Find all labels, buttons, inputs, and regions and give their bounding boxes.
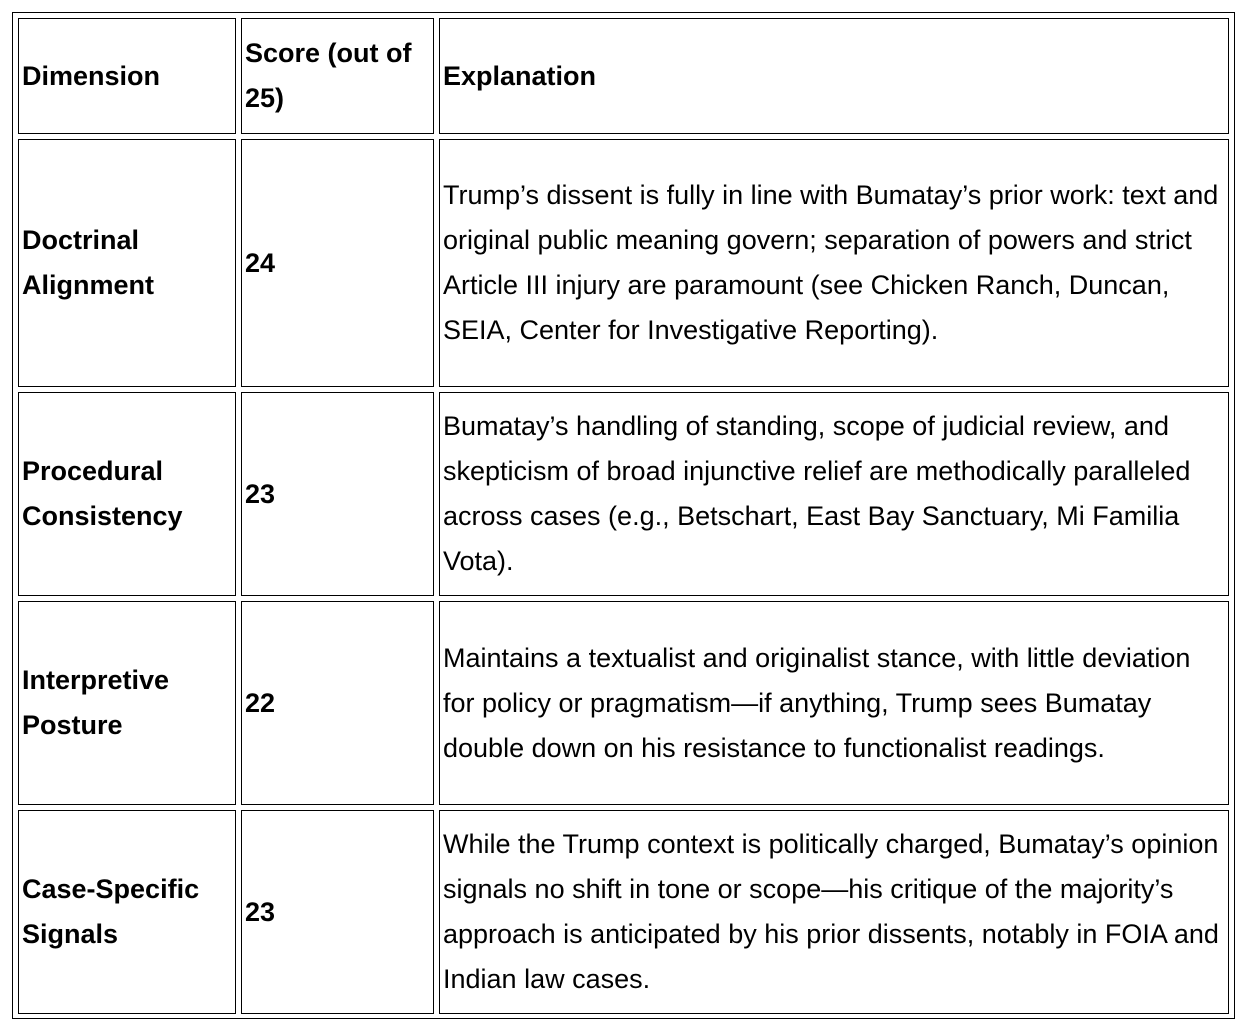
scoring-table-frame	[12, 12, 1235, 1019]
table-row	[18, 601, 1229, 805]
header-score: Score (out of 25)	[241, 18, 434, 134]
score-cell: 22	[241, 601, 434, 805]
scoring-table	[13, 13, 1234, 1019]
table-row	[18, 810, 1229, 1014]
explanation-cell: Bumatay’s handling of standing, scope of judicial review, and skepticism of broad injunctive relief are methodically paralleled across cases (e.g., Betschart, East Bay Sanctuary, Mi Familia Vota).	[439, 392, 1229, 596]
dimension-cell: Procedural Consistency	[18, 392, 236, 596]
header-dimension: Dimension	[18, 18, 236, 134]
table-header-row	[18, 18, 1229, 134]
score-cell: 23	[241, 810, 434, 1014]
header-explanation: Explanation	[439, 18, 1229, 134]
explanation-cell: Trump’s dissent is fully in line with Bumatay’s prior work: text and original public meaning govern; separation of powers and strict Article III injury are paramount (see Chicken Ranch, Duncan, SEIA, Center for Investigative Reporting).	[439, 139, 1229, 387]
dimension-cell: Case-Specific Signals	[18, 810, 236, 1014]
dimension-cell: Doctrinal Alignment	[18, 139, 236, 387]
score-cell: 23	[241, 392, 434, 596]
explanation-cell: While the Trump context is politically charged, Bumatay’s opinion signals no shift in tone or scope—his critique of the majority’s approach is anticipated by his prior dissents, notably in FOIA and Indian law cases.	[439, 810, 1229, 1014]
score-cell: 24	[241, 139, 434, 387]
table-row	[18, 392, 1229, 596]
dimension-cell: Interpretive Posture	[18, 601, 236, 805]
explanation-cell: Maintains a textualist and originalist stance, with little deviation for policy or pragmatism—if anything, Trump sees Bumatay double down on his resistance to functionalist readings.	[439, 601, 1229, 805]
table-row	[18, 139, 1229, 387]
